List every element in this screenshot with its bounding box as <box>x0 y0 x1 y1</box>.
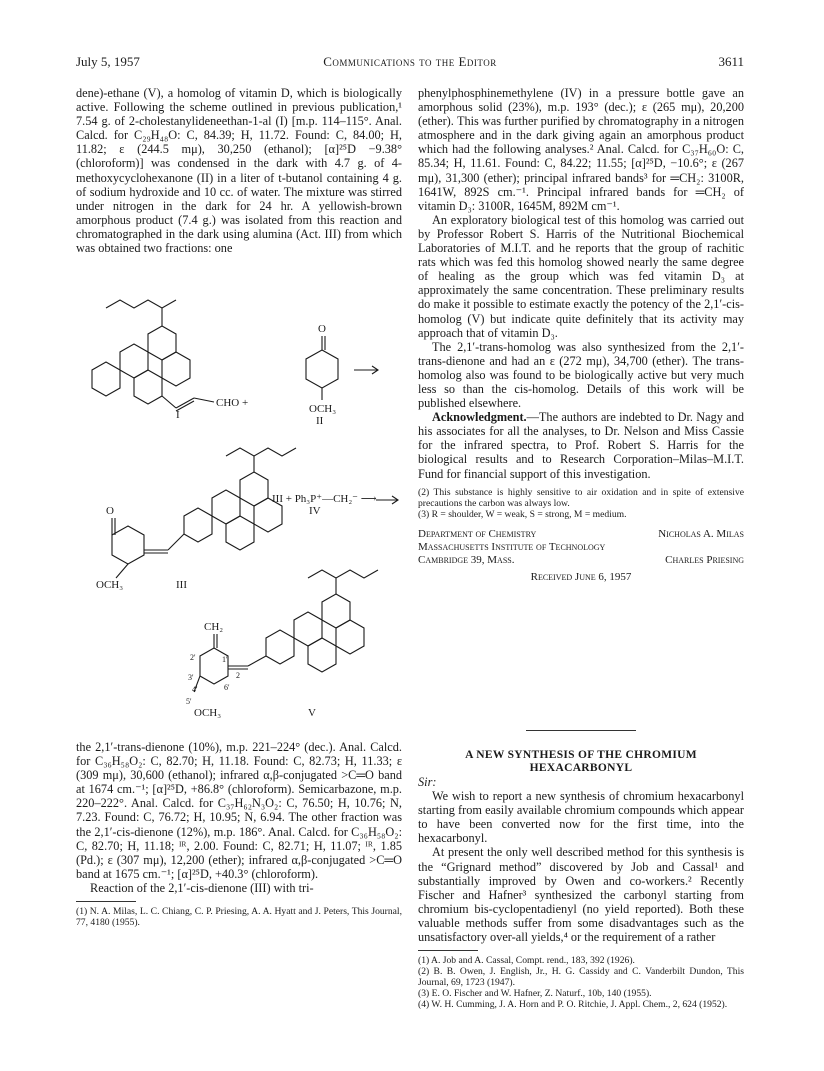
compound-i-structure <box>92 300 214 411</box>
left-footnote-1: (1) N. A. Milas, L. C. Chiang, C. P. Priesing, A. A. Hyatt and J. Peters, This Journal, 77, 4180 (1955). <box>76 906 402 929</box>
header-section: Communications to the Editor <box>323 54 497 69</box>
received-date: Received June 6, 1957 <box>530 570 632 583</box>
scheme-label-ii: II <box>316 415 324 427</box>
article-paragraph-2: At present the only well described method for this synthesis is the “Grignard method” discovered by Job and Cassal¹ and substantially improved by Owen and co-workers.² Recently Fischer and Hafner³ synthesized the carbonyl starting from chromium bis-cyclopentadienyl (no yield reported). Both these valuable methods suffer from some disadvantages such as the unsatisfactory over-all yields,⁴ or the requirement of a rather <box>418 845 744 945</box>
footnote-divider-right <box>418 950 478 951</box>
scheme-label-v: V <box>308 707 316 719</box>
scheme-pos-6p: 6' <box>224 683 230 692</box>
article-footnote-3: (3) E. O. Fischer and W. Hafner, Z. Naturf., 10b, 140 (1955). <box>418 988 652 1000</box>
footnote-divider-left <box>76 901 136 902</box>
right-paragraph-3: The 2,1′-trans-homolog was also synthesized from the 2,1′-trans-dienone and had an ε (272 mμ), 34,700 (ether). The trans-homolog also was found to be biologically active but very much less so than the cis-homolog. Details of this work will be published elsewhere. <box>418 339 744 411</box>
left-column-bottom <box>76 740 402 928</box>
affiliation-city: Cambridge 39, Mass. <box>418 553 515 566</box>
scheme-cho-plus: CHO + <box>216 397 249 409</box>
article-footnote-1: (1) A. Job and A. Cassal, Compt. rend., 183, 392 (1926). <box>418 955 635 967</box>
article-title-line-2: HEXACARBONYL <box>529 762 633 774</box>
acknowledgment-text: —The authors are indebted to Dr. Nagy and his associates for all the analyses, to Dr. Nelson and Miss Cassie for the infrared spectra, to Prof. Robert S. Harris for the biological results and to Research Corporation–Milas–M.I.T. Fund for financial support of this investigation. <box>418 410 744 481</box>
page-header <box>76 54 744 72</box>
scheme-pos-3p: 3' <box>188 673 194 682</box>
article-footnote-2: (2) B. B. Owen, J. English, Jr., H. G. Cassidy and C. Vanderbilt Dundon, This Journal, 69, 1723 (1947). <box>418 966 744 989</box>
scheme-ch2: CH₂ <box>204 621 224 633</box>
scheme-label-i: I <box>176 409 180 421</box>
article-paragraph-1: We wish to report a new synthesis of chromium hexacarbonyl starting from easily available chromium compounds which appear to have been converted now for the first time, into the hexacarbonyl. <box>418 789 744 846</box>
left-paragraph-1: dene)-ethane (V), a homolog of vitamin D, which is biologically active. Following the scheme outlined in previous publication,¹ 7.54 g. of 2-cholestanylideneethan-1-al (I) [m.p. 114–115°. Anal. Calcd. for C₂₉H₄₈O: C, 84.39; H, 11.72. Found: C, 84.00; H, 11.82; ε (244.5 mμ), 30,250 (ethanol); [α]²⁵D −9.38° (chloroform)] was condensed in the dark with 4.7 g. of 4-methoxycyclohexanone (II) in a liter of t-butanol containing 4 g. of sodium hydroxide and 10 cc. of water. The mixture was stirred under nitrogen in the dark for 24 hr. A yellowish-brown amorphous product (7.4 g.) was isolated from this reaction and chromatographed in the dark using alumina (Act. III) from which was obtained two fractions: one <box>76 86 402 256</box>
scheme-pos-1p: 1' <box>222 655 228 664</box>
scheme-och3-iii: OCH₃ <box>96 579 124 591</box>
right-footnote-2: (2) This substance is highly sensitive to air oxidation and in spite of extensive precautions the carbon was always low. <box>418 486 744 509</box>
right-footnote-3: (3) R = shoulder, W = weak, S = strong, M = medium. <box>418 508 627 520</box>
scheme-label-iv: IV <box>309 505 321 517</box>
affiliation-block <box>418 528 744 584</box>
affiliation-dept: Department of Chemistry <box>418 527 537 540</box>
author-1: Nicholas A. Milas <box>658 527 744 540</box>
author-2: Charles Priesing <box>665 553 744 566</box>
scheme-pos-2p: 2' <box>190 653 196 662</box>
scheme-oxygen-iii: O <box>106 505 114 517</box>
compound-ii-structure <box>306 336 338 400</box>
scheme-pos-5p: 5' <box>186 697 192 706</box>
right-paragraph-1: phenylphosphinemethylene (IV) in a pressure bottle gave an amorphous solid (23%), m.p. 193° (dec.); ε (265 mμ), 20,200 (ether). This was further purified by chromatography in a nitrogen atmosphere and in the dark giving again an amorphous product which had the following analyses.² Anal. Calcd. for C₃₇H₆₀O: C, 85.34; H, 11.61. Found: C, 84.22; 11.55; [α]²⁵D, −10.6°; ε (267 mμ), 31,300 (ether); principal infrared bands³ for ═CH₂: 3100R, 1641W, 892S cm.⁻¹. Principal infrared bands for ═CH₂ of vitamin D₃: 3100R, 1645M, 892M cm⁻¹. <box>418 86 744 213</box>
scheme-oxygen-ii: O <box>318 323 326 335</box>
scheme-pos-2: 2 <box>236 671 240 680</box>
article-title-line-1: A NEW SYNTHESIS OF THE CHROMIUM <box>465 749 697 761</box>
left-column-top <box>76 86 402 255</box>
salutation: Sir: <box>418 775 437 789</box>
right-column-bottom <box>418 710 744 1010</box>
reaction-scheme <box>76 288 406 738</box>
header-page-number: 3611 <box>718 54 744 69</box>
right-column-top <box>418 86 744 584</box>
acknowledgment-paragraph <box>418 410 744 480</box>
article-footnote-4: (4) W. H. Cumming, J. A. Horn and P. O. Ritchie, J. Appl. Chem., 2, 624 (1952). <box>418 999 728 1011</box>
scheme-och3-ii: OCH₃ <box>309 403 337 415</box>
article-divider <box>526 730 636 731</box>
scheme-och3-v: OCH₃ <box>194 707 222 719</box>
right-paragraph-2: An exploratory biological test of this homolog was carried out by Professor Robert S. Harris of the Nutritional Biochemical Laboratories of M.I.T. and he reports that the group of rachitic rats which was fed this homolog showed nearly the same degree of healing as the group which was fed vitamin D₃ at approximately the same concentration. These preliminary results do make it possible to estimate exactly the potency of the 2,1′-cis-homolog (V) but indicate quite definitely that its activity may approach that of vitamin D₃. <box>418 212 744 340</box>
scheme-reagent: III + Ph₃P⁺—CH₂⁻ ⟶ <box>272 493 377 505</box>
left-paragraph-3: Reaction of the 2,1′-cis-dienone (III) with tri- <box>90 880 314 895</box>
header-date: July 5, 1957 <box>76 54 140 69</box>
affiliation-inst: Massachusetts Institute of Technology <box>418 540 606 553</box>
scheme-label-iii: III <box>176 579 187 591</box>
acknowledgment-label: Acknowledgment. <box>432 410 527 425</box>
article-title <box>418 749 744 775</box>
compound-iii-structure <box>112 448 296 578</box>
scheme-pos-4p: 4' <box>192 685 198 694</box>
left-paragraph-2: the 2,1′-trans-dienone (10%), m.p. 221–224° (dec.). Anal. Calcd. for C₃₆H₅₈O₂: C, 82.70; H, 11.18. Found: C, 82.73; H, 11.33; ε (309 mμ), 30,600 (ethanol); infrared α,β-conjugated >C═O band at 1674 cm.⁻¹; [α]²⁵D, +86.8° (chloroform). Semicarbazone, m.p. 220–222°. Anal. Calcd. for C₃₇H₆₂N₃O₂: C, 76.50; H, 10.76; N, 7.23. Found: C, 76.72; H, 10.95; N, 6.94. The other fraction was the 2,1′-cis-dienone (12%), m.p. 186°. Anal. Calcd. for C₃₆H₅₈O₂: C, 82.70; H, 11.18; ᴵᴿ, 2.00. Found: C, 82.71; H, 11.07; ᴵᴿ, 1.85 (Pd.); ε (307 mμ), 12,200 (ether); infrared α,β-conjugated >C═O band at 1675 cm.⁻¹; [α]²⁵D, +40.3° (chloroform). <box>76 740 402 881</box>
